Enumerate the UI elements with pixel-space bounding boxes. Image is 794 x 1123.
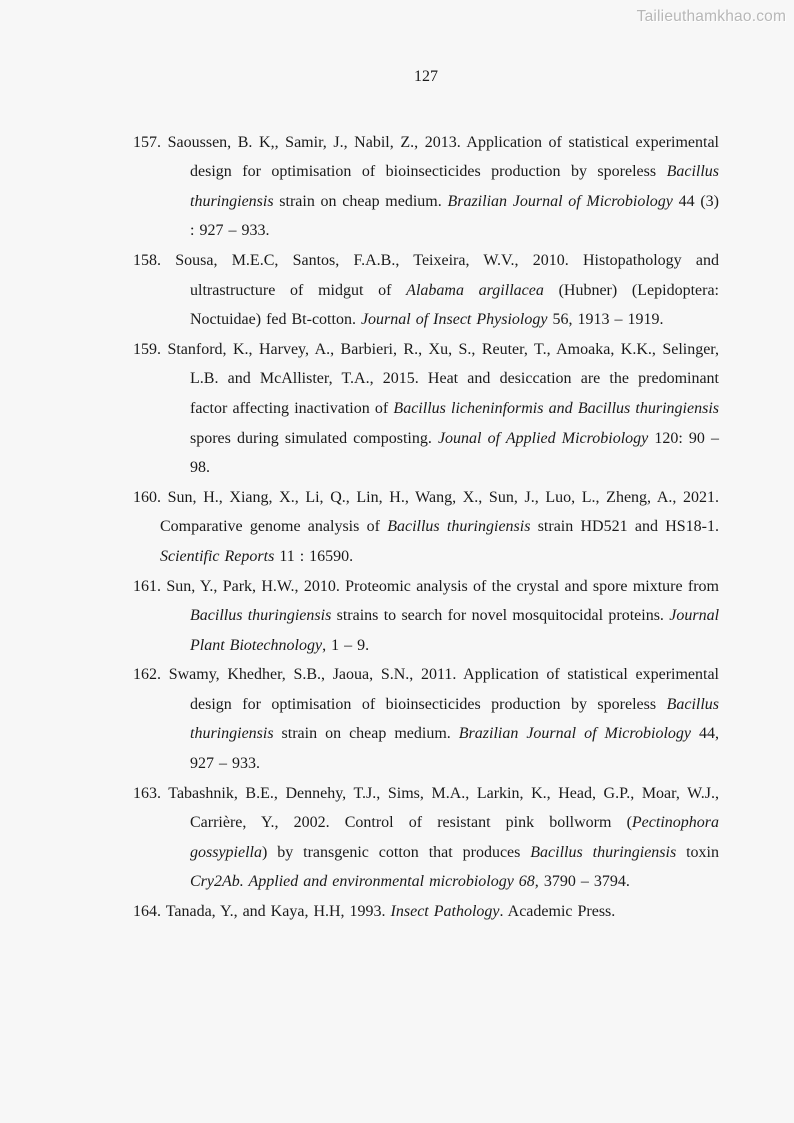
reference-text: Tabashnik, B.E., Dennehy, T.J., Sims, M.A., Larkin, K., Head, G.P., Moar, W.J., Carrière, Y., 2002. Control of resistant pink bollworm ( — [168, 784, 719, 832]
reference-italic-text: Insect Pathology — [390, 903, 500, 921]
reference-entry — [133, 660, 719, 778]
reference-italic-text: Bacillus thuringiensis — [530, 843, 677, 861]
reference-italic-text: Bacillus thuringiensis — [387, 518, 531, 536]
reference-entry — [133, 572, 719, 661]
reference-text: Sousa, M.E.C, Santos, F.A.B., Teixeira, W.V., 2010. Histopathology and ultrastructure of midgut of — [175, 251, 720, 299]
page-content — [133, 0, 719, 927]
reference-text: Tanada, Y., and Kaya, H.H, 1993. — [165, 903, 391, 921]
reference-italic-text: Bacillus thuringiensis — [190, 607, 332, 625]
reference-text: . Academic Press. — [499, 903, 616, 921]
reference-text: (Hubner) (Lepidoptera: Noctuidae) fed Bt-cotton. — [190, 281, 719, 329]
reference-entry — [133, 335, 719, 483]
watermark: Tailieuthamkhao.com — [636, 8, 786, 25]
page-number: 127 — [414, 68, 438, 85]
reference-entry — [133, 897, 719, 927]
reference-text: Stanford, K., Harvey, A., Barbieri, R., Xu, S., Reuter, T., Amoaka, K.K., Selinger, L.B. and McAllister, T.A., 2015. Heat and desiccation are the predominant factor affecting inactivation of — [167, 340, 719, 417]
reference-number: 157. — [133, 133, 168, 151]
reference-italic-text: Jounal of Applied Microbiology — [437, 429, 649, 447]
reference-text: 120: 90 – 98. — [190, 429, 720, 477]
reference-number: 159. — [133, 340, 168, 358]
reference-italic-text: Bacillus licheninformis and Bacillus thuringiensis — [393, 399, 719, 417]
reference-entry — [133, 483, 719, 572]
reference-italic-text: Brazilian Journal of Microbiology — [458, 725, 692, 743]
reference-number: 163. — [133, 784, 169, 802]
reference-entry — [133, 246, 719, 335]
reference-text: 3790 – 3794. — [538, 873, 630, 891]
reference-text: 44 (3) : 927 – 933. — [190, 192, 720, 240]
reference-text: strain on cheap medium. — [273, 192, 448, 210]
reference-text: toxin — [676, 843, 720, 861]
reference-text: Saoussen, B. K,, Samir, J., Nabil, Z., 2013. Application of statistical experimental design for optimisation of bioinsecticides production by sporeless — [167, 133, 720, 181]
reference-italic-text: Journal of Insect Physiology — [360, 311, 548, 329]
reference-italic-text: Pectinophora gossypiella — [190, 814, 719, 861]
reference-list — [133, 128, 719, 927]
reference-text: strain HD521 and HS18-1. — [530, 518, 720, 536]
reference-number: 158. — [133, 251, 176, 269]
reference-text: 44, 927 – 933. — [190, 725, 719, 773]
reference-text: , 1 – 9. — [322, 636, 370, 654]
reference-text: spores during simulated composting. — [190, 429, 438, 447]
reference-number: 164. — [133, 903, 166, 921]
reference-italic-text: Alabama argillacea — [406, 281, 544, 299]
reference-text: Swamy, Khedher, S.B., Jaoua, S.N., 2011. Application of statistical experimental design for optimisation of bioinsecticides production by sporeless — [168, 666, 719, 713]
reference-text: 11 : 16590. — [274, 547, 354, 565]
reference-text: ) by transgenic cotton that produces — [262, 843, 531, 861]
reference-entry — [133, 128, 719, 246]
reference-italic-text: Scientific Reports — [160, 547, 275, 565]
reference-text: Sun, H., Xiang, X., Li, Q., Lin, H., Wang, X., Sun, J., Luo, L., Zheng, A., 2021. Comparative genome analysis of — [160, 488, 720, 536]
reference-italic-text: Cry2Ab. Applied and environmental microbiology 68, — [190, 873, 539, 891]
reference-text: 56, 1913 – 1919. — [547, 311, 664, 329]
reference-italic-text: Bacillus thuringiensis — [190, 695, 719, 743]
reference-number: 161. — [133, 577, 167, 595]
reference-text: Sun, Y., Park, H.W., 2010. Proteomic analysis of the crystal and spore mixture from — [166, 577, 720, 595]
reference-number: 162. — [133, 666, 169, 684]
reference-italic-text: Journal Plant Biotechnology — [190, 607, 720, 654]
reference-italic-text: Bacillus thuringiensis — [190, 163, 719, 210]
reference-text: strains to search for novel mosquitocidal proteins. — [331, 607, 670, 625]
reference-entry — [133, 779, 719, 897]
reference-text: strain on cheap medium. — [273, 725, 459, 743]
reference-number: 160. — [133, 488, 168, 506]
reference-italic-text: Brazilian Journal of Microbiology — [447, 192, 673, 210]
